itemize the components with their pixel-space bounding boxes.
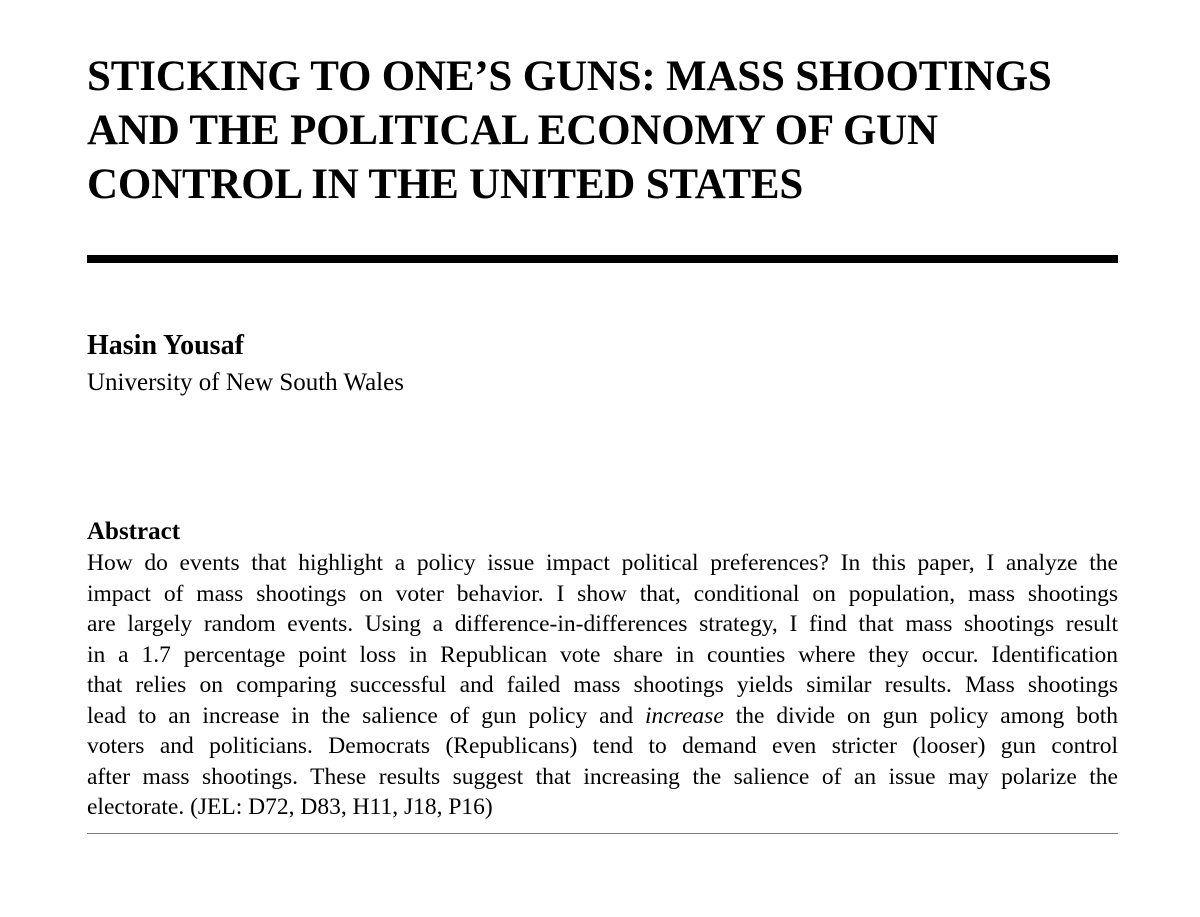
abstract-line-3: are largely random events. Using a difference-in-differences strategy, I find that mass shootings result: [87, 611, 1118, 637]
author-name: Hasin Yousaf: [87, 330, 244, 361]
title-line-2: AND THE POLITICAL ECONOMY OF GUN: [87, 107, 938, 154]
title-divider-rule: [87, 255, 1118, 263]
title-line-1: STICKING TO ONE’S GUNS: MASS SHOOTINGS: [87, 53, 1052, 100]
abstract-line-4: in a 1.7 percentage point loss in Republican vote share in counties where they occur. Identification: [87, 641, 1118, 668]
title-line-3: CONTROL IN THE UNITED STATES: [87, 161, 804, 208]
author-affiliation: University of New South Wales: [87, 369, 404, 396]
abstract-line-6-start: lead to an increase in the salience of gun policy and: [87, 702, 646, 729]
paper-title: [87, 50, 1118, 212]
abstract-text: [87, 548, 1118, 823]
abstract-line-2: impact of mass shootings on voter behavior. I show that, conditional on population, mass shootings: [87, 580, 1118, 607]
abstract-emphasis-increase: increase: [645, 702, 724, 729]
paper-first-page: [87, 0, 1118, 917]
abstract-line-8: after mass shootings. These results suggest that increasing the salience of an issue may polarize the: [87, 763, 1118, 790]
abstract-line-9: electorate. (JEL: D72, D83, H11, J18, P16): [87, 794, 493, 820]
abstract-line-7: voters and politicians. Democrats (Republicans) tend to demand even stricter (looser) gun control: [87, 733, 1118, 759]
abstract-line-1: How do events that highlight a policy issue impact political preferences? In this paper, I analyze the: [87, 550, 1118, 576]
abstract-heading: Abstract: [87, 518, 181, 545]
abstract-line-5: that relies on comparing successful and failed mass shootings yields similar results. Mass shootings: [87, 672, 1118, 698]
abstract-line-6-end: the divide on gun policy among both: [723, 702, 1118, 729]
abstract-line-6: [87, 701, 1118, 732]
abstract-bottom-rule: [87, 833, 1118, 834]
